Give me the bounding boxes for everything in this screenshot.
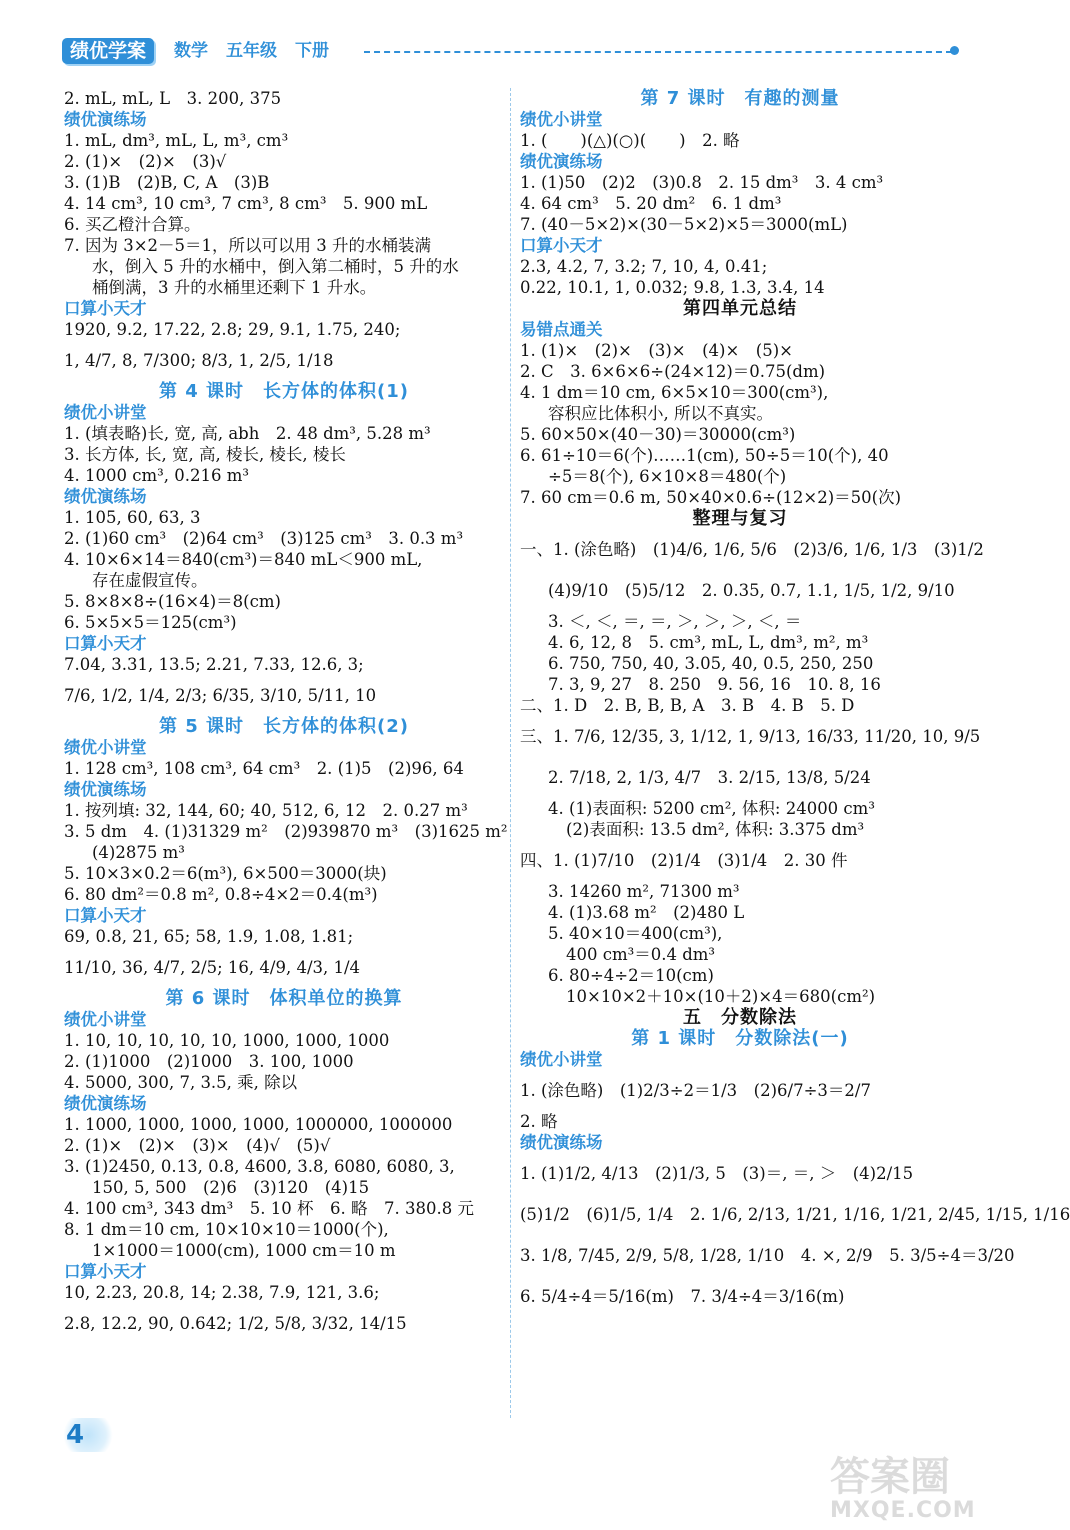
answer-line: 6. 买乙橙汁合算。 xyxy=(64,215,201,234)
answer-line: 150, 5, 500 (2)6 (3)120 (4)15 xyxy=(92,1178,370,1197)
section-heading: 绩优小讲堂 xyxy=(64,1010,147,1029)
section-heading: 口算小天才 xyxy=(64,299,147,318)
watermark xyxy=(830,1445,980,1523)
answer-line: 0.22, 10.1, 1, 0.032; 9.8, 1.3, 3.4, 14 xyxy=(520,278,825,297)
answer-line: 1. ( )(△)(○)( ) 2. 略 xyxy=(520,131,740,150)
answer-line: (4)2875 m³ xyxy=(92,843,185,862)
answer-line: 4. 10×6×14＝840(cm³)＝840 mL＜900 mL, xyxy=(64,550,423,569)
section-heading: 绩优小讲堂 xyxy=(64,738,147,757)
section-heading: 口算小天才 xyxy=(520,236,603,255)
lesson-title: 第 5 课时 长方体的体积(2) xyxy=(158,716,410,737)
answer-line: 8. 1 dm＝10 cm, 10×10×10＝1000(个), xyxy=(64,1220,389,1239)
answer-line: 2. (1)× (2)× (3)√ xyxy=(64,152,227,171)
answer-line: 4. (1)表面积: 5200 cm², 体积: 24000 cm³ xyxy=(548,799,875,818)
answer-line: 1. (填表略)长, 宽, 高, abh 2. 48 dm³, 5.28 m³ xyxy=(64,424,431,443)
answer-line: 容积应比体积小, 所以不真实。 xyxy=(548,404,773,423)
watermark-url: MXQE.COM xyxy=(830,1498,976,1523)
answer-line: 5. 8×8×8÷(16×4)＝8(cm) xyxy=(64,592,281,611)
answer-line: 400 cm³＝0.4 dm³ xyxy=(566,945,716,964)
answer-line: 1. 105, 60, 63, 3 xyxy=(64,508,201,527)
section-heading: 绩优小讲堂 xyxy=(520,110,603,129)
answer-line: 6. 80÷4÷2＝10(cm) xyxy=(548,966,714,985)
answer-line: 3. 5 dm 4. (1)31329 m² (2)939870 m³ (3)1625 m² xyxy=(64,822,508,841)
answer-line: 4. 6, 12, 8 5. cm³, mL, L, dm³, m², m³ xyxy=(548,633,869,652)
answer-line: 10×10×2＋10×(10＋2)×4＝680(cm²) xyxy=(566,987,876,1006)
answer-line: 7.04, 3.31, 13.5; 2.21, 7.33, 12.6, 3; xyxy=(64,655,364,674)
answer-line: 6. 80 dm²＝0.8 m², 0.8÷4×2＝0.4(m³) xyxy=(64,885,378,904)
answer-line: 6. 750, 750, 40, 3.05, 40, 0.5, 250, 250 xyxy=(548,654,874,673)
answer-line: 1. 按列填: 32, 144, 60; 40, 512, 6, 12 2. 0.27 m³ xyxy=(64,801,468,820)
header-grade: 五年级 xyxy=(226,41,277,61)
header-info xyxy=(174,38,347,64)
answer-line: 桶倒满，3 升的水桶里还剩下 1 升水。 xyxy=(92,278,377,297)
answer-line: 6. 61÷10＝6(个)……1(cm), 50÷5＝10(个), 40 xyxy=(520,446,889,465)
answer-line: 4. 1000 cm³, 0.216 m³ xyxy=(64,466,249,485)
answer-line: 7. 因为 3×2－5＝1，所以可以用 3 升的水桶装满 xyxy=(64,236,432,255)
answer-line: 4. 1 dm＝10 cm, 6×5×10＝300(cm³), xyxy=(520,383,829,402)
answer-line: (2)表面积: 13.5 dm², 体积: 3.375 dm³ xyxy=(566,820,865,839)
left-column xyxy=(64,88,508,1344)
answer-line: 一、1. (涂色略) (1)4/6, 1/6, 5/6 (2)3/6, 1/6, 1/3 (3)1/2 xyxy=(520,540,984,559)
answer-line: 5. 10×3×0.2＝6(m³), 6×500＝3000(块) xyxy=(64,864,387,883)
answer-line: 存在虚假宣传。 xyxy=(92,571,208,590)
section-heading: 绩优演练场 xyxy=(64,780,147,799)
answer-line: 1×1000＝1000(cm), 1000 cm＝10 m xyxy=(92,1241,396,1260)
answer-line: 7. 60 cm＝0.6 m, 50×40×0.6÷(12×2)＝50(次) xyxy=(520,488,902,507)
answer-line: 2. C 3. 6×6×6÷(24×12)＝0.75(dm) xyxy=(520,362,826,381)
lesson-title: 第四单元总结 xyxy=(683,298,797,319)
answer-line: 四、1. (1)7/10 (2)1/4 (3)1/4 2. 30 件 xyxy=(520,851,848,870)
answer-line: 1920, 9.2, 17.22, 2.8; 29, 9.1, 1.75, 240; xyxy=(64,320,401,339)
section-heading: 绩优小讲堂 xyxy=(64,403,147,422)
answer-line: 2. (1)60 cm³ (2)64 cm³ (3)125 cm³ 3. 0.3 m³ xyxy=(64,529,464,548)
answer-line: 3. 14260 m², 71300 m³ xyxy=(548,882,740,901)
answer-line: 10, 2.23, 20.8, 14; 2.38, 7.9, 121, 3.6; xyxy=(64,1283,380,1302)
answer-line: ÷5＝8(个), 6×10×8＝480(个) xyxy=(548,467,787,486)
answer-line: 2. 略 xyxy=(520,1112,558,1131)
answer-line: 1. (1)× (2)× (3)× (4)× (5)× xyxy=(520,341,793,360)
section-heading: 口算小天才 xyxy=(64,906,147,925)
answer-line: 3. (1)B (2)B, C, A (3)B xyxy=(64,173,270,192)
answer-line: 1. (1)50 (2)2 (3)0.8 2. 15 dm³ 3. 4 cm³ xyxy=(520,173,884,192)
header-subject: 数学 xyxy=(174,41,208,61)
lesson-title: 五 分数除法 xyxy=(683,1007,797,1028)
answer-line: 11/10, 36, 4/7, 2/5; 16, 4/9, 4/3, 1/4 xyxy=(64,958,361,977)
answer-line: 1, 4/7, 8, 7/300; 8/3, 1, 2/5, 1/18 xyxy=(64,351,334,370)
answer-line: 5. 60×50×(40－30)＝30000(cm³) xyxy=(520,425,796,444)
page-number: 4 xyxy=(60,1418,116,1452)
section-heading: 绩优演练场 xyxy=(64,1094,147,1113)
section-heading: 口算小天才 xyxy=(64,1262,147,1281)
section-heading: 绩优小讲堂 xyxy=(520,1050,603,1069)
answer-line: (4)9/10 (5)5/12 2. 0.35, 0.7, 1.1, 1/5, 1/2, 9/10 xyxy=(548,581,955,600)
answer-line: 二、1. D 2. B, B, B, A 3. B 4. B 5. D xyxy=(520,696,855,715)
answer-line: 4. 14 cm³, 10 cm³, 7 cm³, 8 cm³ 5. 900 mL xyxy=(64,194,428,213)
answer-line: 3. (1)2450, 0.13, 0.8, 4600, 3.8, 6080, 6080, 3, xyxy=(64,1157,455,1176)
header-dashed-rule xyxy=(364,51,952,53)
brand-logo: 绩优学案 xyxy=(62,38,154,64)
section-heading: 口算小天才 xyxy=(64,634,147,653)
answer-line: 1. (1)1/2, 4/13 (2)1/3, 5 (3)＝, ＝, ＞ (4)2/15 xyxy=(520,1164,914,1183)
answer-line: 69, 0.8, 21, 65; 58, 1.9, 1.08, 1.81; xyxy=(64,927,354,946)
answer-line: 7/6, 1/2, 1/4, 2/3; 6/35, 3/10, 5/11, 10 xyxy=(64,686,377,705)
answer-line: 3. ＜, ＜, ＝, ＝, ＞, ＞, ＞, ＜, ＝ xyxy=(548,612,802,631)
answer-line: 2. (1)1000 (2)1000 3. 100, 1000 xyxy=(64,1052,354,1071)
answer-line: (5)1/2 (6)1/5, 1/4 2. 1/6, 2/13, 1/21, 1/16, 1/21, 2/45, 1/15, 1/16 xyxy=(520,1205,1070,1224)
watermark-logo: 答案圈 xyxy=(830,1454,950,1500)
answer-line: 三、1. 7/6, 12/35, 3, 1/12, 1, 9/13, 16/33, 11/20, 10, 9/5 xyxy=(520,727,981,746)
section-heading: 易错点通关 xyxy=(520,320,603,339)
lesson-title: 第 6 课时 体积单位的换算 xyxy=(165,988,403,1009)
lesson-title: 整理与复习 xyxy=(692,508,788,529)
answer-line: 1. 10, 10, 10, 10, 10, 1000, 1000, 1000 xyxy=(64,1031,390,1050)
answer-line: 5. 40×10＝400(cm³), xyxy=(548,924,723,943)
answer-line: 6. 5×5×5＝125(cm³) xyxy=(64,613,237,632)
lesson-title: 第 1 课时 分数除法(一) xyxy=(631,1028,849,1049)
answer-line: 7. (40－5×2)×(30－5×2)×5＝3000(mL) xyxy=(520,215,848,234)
answer-line: 1. 128 cm³, 108 cm³, 64 cm³ 2. (1)5 (2)96, 64 xyxy=(64,759,464,778)
section-heading: 绩优演练场 xyxy=(64,110,147,129)
lesson-title: 第 4 课时 长方体的体积(1) xyxy=(158,381,410,402)
answer-line: 2. 7/18, 2, 1/3, 4/7 3. 2/15, 13/8, 5/24 xyxy=(548,768,871,787)
answer-line: 3. 长方体, 长, 宽, 高, 棱长, 棱长, 棱长 xyxy=(64,445,346,464)
right-column xyxy=(520,88,1070,1317)
answer-line: 7. 3, 9, 27 8. 250 9. 56, 16 10. 8, 16 xyxy=(548,675,881,694)
column-divider xyxy=(510,88,511,1418)
answer-line: 4. (1)3.68 m² (2)480 L xyxy=(548,903,745,922)
answer-line: 3. 1/8, 7/45, 2/9, 5/8, 1/28, 1/10 4. ×, 2/9 5. 3/5÷4＝3/20 xyxy=(520,1246,1015,1265)
section-heading: 绩优演练场 xyxy=(520,1133,603,1152)
header-volume: 下册 xyxy=(295,41,329,61)
lesson-title: 第 7 课时 有趣的测量 xyxy=(640,88,840,109)
answer-line: 2.8, 12.2, 90, 0.642; 1/2, 5/8, 3/32, 14/15 xyxy=(64,1314,407,1333)
answer-line: 1. (涂色略) (1)2/3÷2＝1/3 (2)6/7÷3＝2/7 xyxy=(520,1081,871,1100)
section-heading: 绩优演练场 xyxy=(520,152,603,171)
answer-line: 4. 100 cm³, 343 dm³ 5. 10 杯 6. 略 7. 380.8 元 xyxy=(64,1199,474,1218)
answer-line: 4. 64 cm³ 5. 20 dm² 6. 1 dm³ xyxy=(520,194,782,213)
answer-line: 1. mL, dm³, mL, L, m³, cm³ xyxy=(64,131,289,150)
header-dot xyxy=(950,46,959,55)
answer-line: 1. 1000, 1000, 1000, 1000, 1000000, 1000000 xyxy=(64,1115,453,1134)
answer-line: 4. 5000, 300, 7, 3.5, 乘, 除以 xyxy=(64,1073,298,1092)
answer-line: 6. 5/4÷4＝5/16(m) 7. 3/4÷4＝3/16(m) xyxy=(520,1287,845,1306)
section-heading: 绩优演练场 xyxy=(64,487,147,506)
answer-line: 2.3, 4.2, 7, 3.2; 7, 10, 4, 0.41; xyxy=(520,257,768,276)
answer-line: 水，倒入 5 升的水桶中，倒入第二桶时，5 升的水 xyxy=(92,257,459,276)
page-header xyxy=(62,38,962,68)
answer-line: 2. (1)× (2)× (3)× (4)√ (5)√ xyxy=(64,1136,331,1155)
answer-line: 2. mL, mL, L 3. 200, 375 xyxy=(64,89,282,108)
